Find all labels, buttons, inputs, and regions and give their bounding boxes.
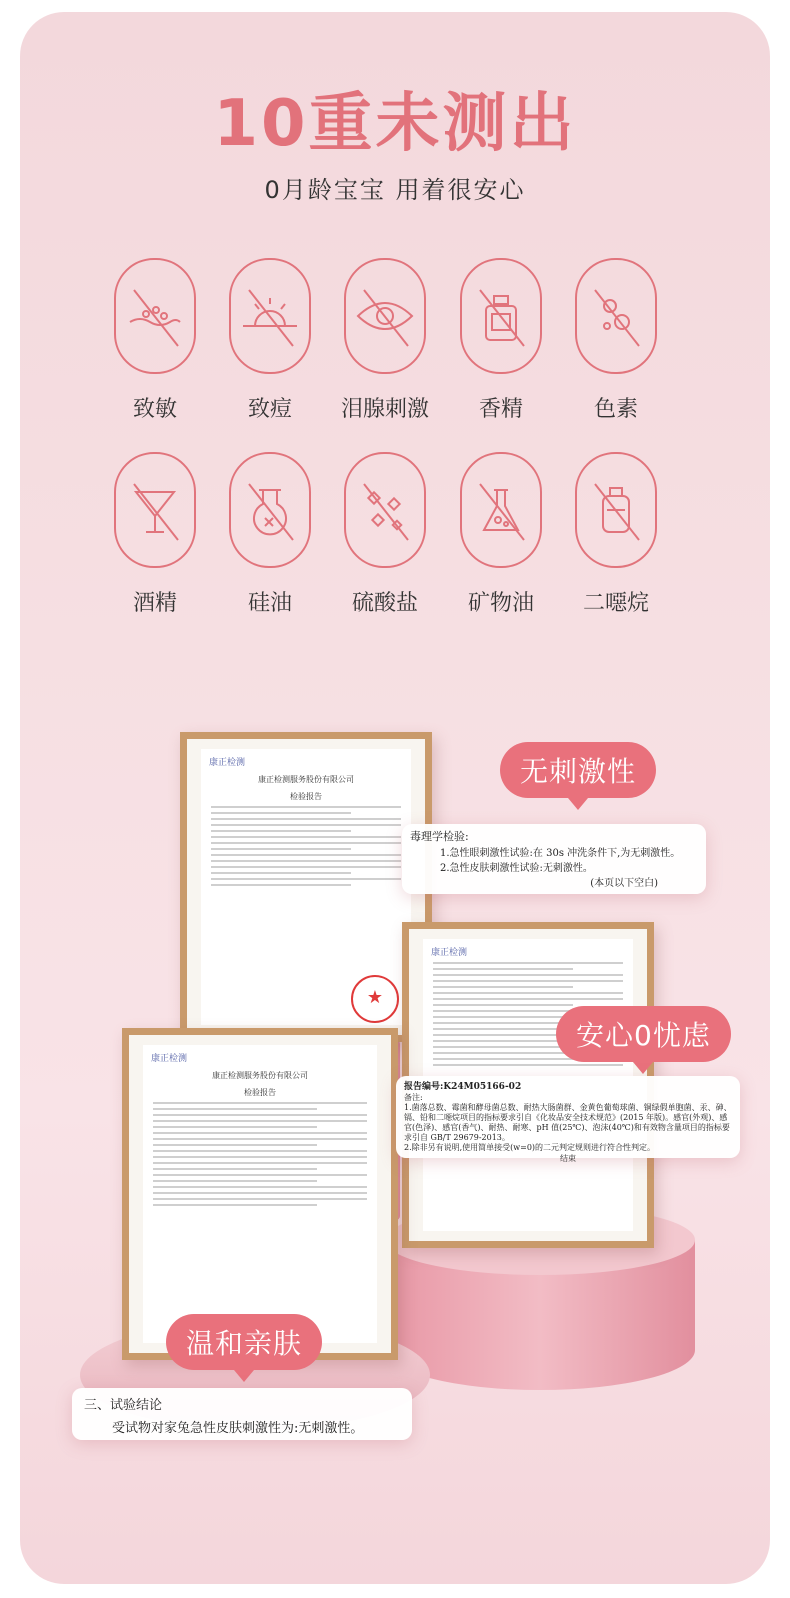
doc-company: 康正检测服务股份有限公司 — [212, 1071, 308, 1080]
icon-label: 致痘 — [247, 397, 292, 422]
conclusion-title: 三、试验结论 — [84, 1398, 163, 1413]
headline: 10重未测出 — [213, 87, 577, 161]
silicone-oil-icon — [229, 452, 311, 568]
dioxane-icon — [575, 452, 657, 568]
eye-irritation-icon — [344, 258, 426, 374]
remark-end: 结束 — [560, 1154, 576, 1163]
icon-label: 致敏 — [132, 397, 177, 422]
icon-label: 硅油 — [247, 591, 292, 616]
icon-item-pigment — [558, 258, 674, 423]
remark-line: 2.除非另有说明,使用简单接受(w=0)的二元判定规则进行符合性判定。 — [404, 1143, 656, 1152]
acne-icon — [229, 258, 311, 374]
icon-item-fragrance — [443, 258, 559, 423]
alcohol-icon — [114, 452, 196, 568]
tag-worry-free: 安心0忧虑 — [556, 1006, 731, 1062]
callout-line: 2.急性皮肤刺激性试验:无刺激性。 — [440, 863, 593, 874]
sulfate-icon — [344, 452, 426, 568]
callout-title: 毒理学检验: — [410, 830, 469, 843]
doc-title: 检验报告 — [290, 792, 322, 801]
callout-line: 1.急性眼刺激性试验:在 30s 冲洗条件下,为无刺激性。 — [440, 848, 681, 859]
icon-label: 香精 — [478, 397, 523, 422]
remark-line: 1.菌落总数、霉菌和酵母菌总数、耐热大肠菌群、金黄色葡萄球菌、铜绿假单胞菌、汞、砷、镉、铅和二噁烷项目的指标要求引自《化妆品安全技术规范》(2015 年版)。感官(外观)、感官(色泽)、感官(香气)、耐热、耐寒、pH 值(25℃)、泡沫(40℃)和有效物含量项目的指标要求引自 GB/T 29679-2013。 — [404, 1103, 732, 1142]
fragrance-icon — [460, 258, 542, 374]
subhead: 0月龄宝宝 用着很安心 — [264, 176, 526, 204]
icon-label: 泪腺刺激 — [340, 397, 429, 422]
doc-logo: 康正检测 — [151, 1054, 188, 1064]
icon-label: 酒精 — [132, 591, 177, 616]
doc-title: 检验报告 — [244, 1088, 276, 1097]
doc-logo: 康正检测 — [431, 948, 468, 958]
icon-label: 矿物油 — [467, 591, 534, 616]
icon-label: 色素 — [593, 397, 638, 422]
icon-item-mineral — [443, 452, 559, 617]
callout-toxicology — [402, 824, 706, 894]
report-frame-1 — [180, 732, 432, 1042]
doc-company: 康正检测服务股份有限公司 — [258, 775, 354, 784]
report-frame-3 — [122, 1028, 398, 1360]
mineral-oil-icon — [460, 452, 542, 568]
icon-label: 二噁烷 — [582, 591, 649, 616]
icon-item-dioxane — [558, 452, 674, 617]
callout-report-remarks — [396, 1076, 740, 1163]
report-document — [201, 749, 411, 1025]
icon-item-acne — [212, 258, 328, 423]
icon-item-eye — [327, 258, 443, 423]
report-number: 报告编号:K24M05166-02 — [404, 1082, 522, 1092]
icon-label: 硫酸盐 — [351, 591, 418, 616]
seal-stamp: ★ — [351, 975, 399, 1023]
conclusion-text: 受试物对家兔急性皮肤刺激性为:无刺激性。 — [112, 1421, 364, 1436]
callout-conclusion — [72, 1388, 412, 1440]
callout-footer: (本页以下空白) — [590, 878, 658, 889]
tag-no-irritation: 无刺激性 — [500, 742, 656, 798]
remark-label: 备注: — [404, 1093, 423, 1102]
icon-item-alcohol — [97, 452, 213, 617]
report-document — [143, 1045, 377, 1343]
doc-logo: 康正检测 — [209, 758, 246, 768]
icon-item-silicone — [212, 452, 328, 617]
pigment-icon — [575, 258, 657, 374]
icon-item-sulfate — [327, 452, 443, 617]
tag-gentle: 温和亲肤 — [166, 1314, 322, 1370]
allergy-icon — [114, 258, 196, 374]
icon-item-allergy — [97, 258, 213, 423]
